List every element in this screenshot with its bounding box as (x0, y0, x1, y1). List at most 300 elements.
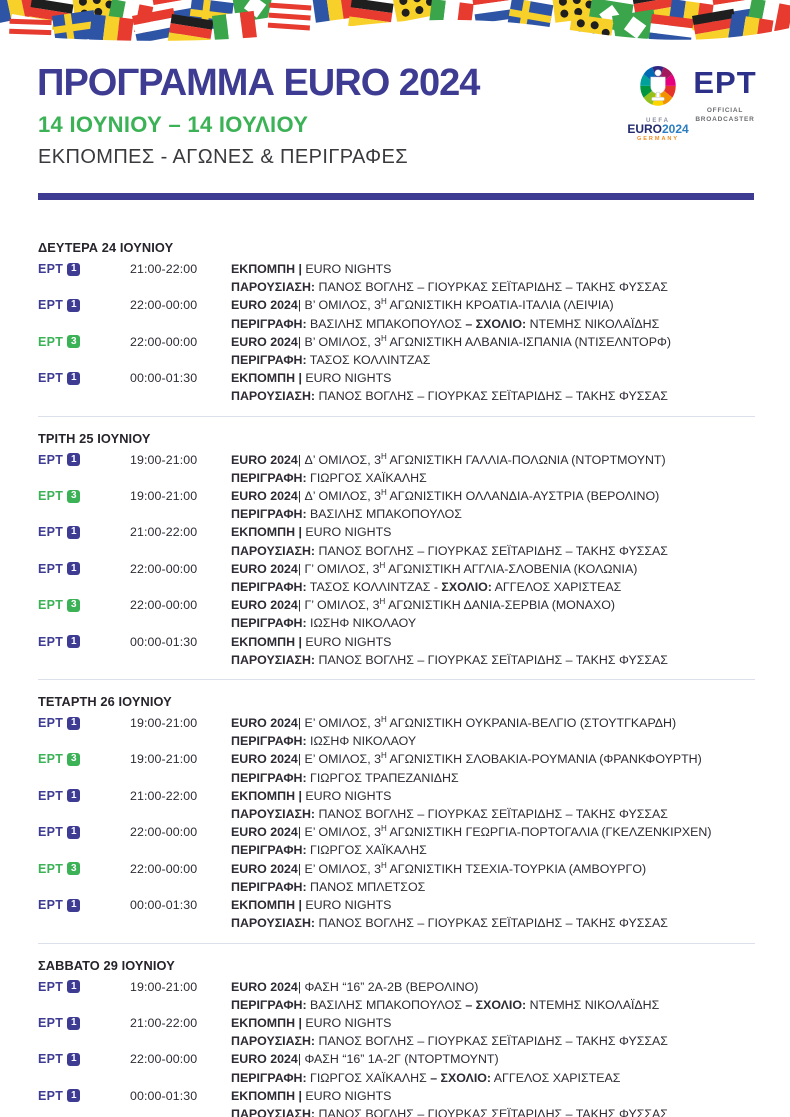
text-segment: ΑΓΩΝΙΣΤΙΚΗ ΤΣΕΧΙΑ-ΤΟΥΡΚΙΑ (ΑΜΒΟΥΡΓΟ) (386, 861, 647, 876)
schedule-row (38, 714, 755, 750)
program-line-1 (231, 787, 755, 805)
time-slot: 22:00-00:00 (130, 334, 198, 349)
page-subtitle: ΕΚΠΟΜΠΕΣ - ΑΓΩΝΕΣ & ΠΕΡΙΓΡΑΦΕΣ (38, 146, 409, 168)
channel-number-icon: 1 (67, 1053, 80, 1066)
schedule-row (38, 1014, 755, 1050)
time-slot: 22:00-00:00 (130, 861, 198, 876)
schedule-row (38, 978, 755, 1014)
channel-cell (38, 1050, 130, 1086)
channel-brand-label: ΕΡΤ (38, 334, 64, 349)
program-line-2 (231, 841, 755, 859)
channel-number-icon: 3 (67, 599, 80, 612)
program-line-2 (231, 387, 755, 405)
channel-number-icon: 1 (67, 1089, 80, 1102)
text-segment: Η (380, 451, 387, 461)
channel-number-icon: 1 (67, 299, 80, 312)
program-line-2 (231, 1069, 755, 1087)
text-segment: ΕΚΠΟΜΠΗ | (231, 1015, 302, 1030)
channel-number-icon: 1 (67, 980, 80, 993)
channel-number-icon: 3 (67, 335, 80, 348)
program-description (231, 750, 755, 786)
text-segment: ΠΑΡΟΥΣΙΑΣΗ: (231, 916, 316, 931)
channel-badge (38, 260, 80, 278)
program-line-1 (231, 1087, 755, 1105)
program-line-1 (231, 633, 755, 651)
program-description (231, 714, 755, 750)
program-description (231, 896, 755, 932)
day-section (38, 694, 755, 932)
text-segment: ΠΑΝΟΣ ΒΟΓΛΗΣ – ΓΙΟΥΡΚΑΣ ΣΕΪΤΑΡΙΔΗΣ – ΤΑΚΗΣ ΦΥΣΣΑΣ (315, 1106, 668, 1117)
section-divider (38, 943, 755, 944)
channel-cell (38, 714, 130, 750)
text-segment: EURO NIGHTS (301, 634, 392, 649)
text-segment: ΤΑΣΟΣ ΚΟΛΛΙΝΤΖΑΣ - (306, 580, 442, 595)
program-line-2 (231, 996, 755, 1014)
text-segment: ΠΕΡΙΓΡΑΦΗ: (231, 770, 307, 785)
text-segment: ΓΙΩΡΓΟΣ ΧΑΪΚΑΛΗΣ (306, 843, 427, 858)
program-description (231, 260, 755, 296)
text-segment: | Γ’ ΟΜΙΛΟΣ, 3 (297, 561, 380, 576)
ert-wordmark: ΕΡΤ (693, 65, 757, 100)
channel-number-icon: 1 (67, 372, 80, 385)
text-segment: ΠΑΝΟΣ ΒΟΓΛΗΣ – ΓΙΟΥΡΚΑΣ ΣΕΪΤΑΡΙΔΗΣ – ΤΑΚΗΣ ΦΥΣΣΑΣ (315, 807, 668, 822)
text-segment: EURO NIGHTS (301, 371, 392, 386)
text-segment: EURO 2024 (231, 561, 298, 576)
euro-trophy-icon (637, 64, 679, 112)
text-segment: | ΦΑΣΗ “16” 1Α-2Γ (ΝΤΟΡΤΜΟΥΝΤ) (297, 1052, 499, 1067)
text-segment: ΑΓΩΝΙΣΤΙΚΗ ΔΑΝΙΑ-ΣΕΡΒΙΑ (ΜΟΝΑΧΟ) (385, 598, 616, 613)
text-segment: ΑΓΓΕΛΟΣ ΧΑΡΙΣΤΕΑΣ (491, 580, 622, 595)
program-description (231, 560, 755, 596)
program-description (231, 633, 755, 669)
schedule-row (38, 596, 755, 632)
program-line-2 (231, 542, 755, 560)
text-segment: Η (379, 560, 386, 570)
germany-label: GERMANY (636, 136, 680, 142)
day-section (38, 958, 755, 1117)
channel-badge (38, 487, 80, 505)
channel-brand-label: ΕΡΤ (38, 898, 64, 913)
channel-cell (38, 633, 130, 669)
text-segment: | ΦΑΣΗ “16” 2Α-2Β (ΒΕΡΟΛΙΝΟ) (297, 979, 479, 994)
time-slot: 19:00-21:00 (130, 452, 198, 467)
text-segment: EURO NIGHTS (301, 1015, 392, 1030)
text-segment: ΠΕΡΙΓΡΑΦΗ: (231, 507, 307, 522)
program-line-1 (231, 860, 755, 878)
schedule-row (38, 369, 755, 405)
program-line-2 (231, 351, 755, 369)
schedule-row (38, 560, 755, 596)
text-segment: ΓΙΩΡΓΟΣ ΧΑΪΚΑΛΗΣ (306, 470, 427, 485)
day-title: ΤΡΙΤΗ 25 ΙΟΥΝΙΟΥ (38, 430, 151, 446)
text-segment: ΠΑΡΟΥΣΙΑΣΗ: (231, 1034, 316, 1049)
text-segment: Η (380, 297, 387, 307)
text-segment: EURO 2024 (231, 489, 298, 504)
text-segment: ΠΕΡΙΓΡΑΦΗ: (231, 843, 307, 858)
program-line-1 (231, 487, 755, 505)
time-slot: 19:00-21:00 (130, 752, 198, 767)
time-slot: 21:00-22:00 (130, 262, 198, 276)
channel-cell (38, 333, 130, 369)
text-segment: ΒΑΣΙΛΗΣ ΜΠΑΚΟΠΟΥΛΟΣ (306, 507, 462, 522)
program-line-1 (231, 260, 755, 278)
schedule-row (38, 1050, 755, 1086)
text-segment: ΓΙΩΡΓΟΣ ΤΡΑΠΕΖΑΝΙΔΗΣ (306, 770, 459, 785)
program-line-2 (231, 614, 755, 632)
text-segment: ΠΑΝΟΣ ΒΟΓΛΗΣ – ΓΙΟΥΡΚΑΣ ΣΕΪΤΑΡΙΔΗΣ – ΤΑΚΗΣ ΦΥΣΣΑΣ (315, 1034, 668, 1049)
text-segment: EURO 2024 (231, 598, 298, 613)
channel-number-icon: 1 (67, 526, 80, 539)
time-slot: 21:00-22:00 (130, 1015, 198, 1030)
text-segment: ΑΓΩΝΙΣΤΙΚΗ ΟΥΚΡΑΝΙΑ-ΒΕΛΓΙΟ (ΣΤΟΥΤΓΚΑΡΔΗ) (386, 716, 677, 731)
text-segment: EURO NIGHTS (301, 262, 392, 276)
program-line-1 (231, 750, 755, 768)
program-line-2 (231, 315, 755, 333)
text-segment: EURO NIGHTS (301, 788, 392, 803)
text-segment: | Β’ ΟΜΙΛΟΣ, 3 (297, 334, 381, 349)
text-segment: ΒΑΣΙΛΗΣ ΜΠΑΚΟΠΟΥΛΟΣ (306, 997, 466, 1012)
program-description (231, 333, 755, 369)
channel-badge (38, 787, 80, 805)
text-segment: – ΣΧΟΛΙΟ: (430, 1070, 492, 1085)
channel-badge (38, 750, 80, 768)
text-segment: EURO 2024 (231, 752, 298, 767)
time-slot: 22:00-00:00 (130, 561, 198, 576)
text-segment: ΠΕΡΙΓΡΑΦΗ: (231, 879, 307, 894)
time-slot: 00:00-01:30 (130, 1088, 198, 1103)
text-segment: EURO 2024 (231, 979, 298, 994)
channel-badge (38, 523, 80, 541)
text-segment: ΠΑΝΟΣ ΒΟΓΛΗΣ – ΓΙΟΥΡΚΑΣ ΣΕΪΤΑΡΙΔΗΣ – ΤΑΚΗΣ ΦΥΣΣΑΣ (315, 652, 668, 667)
channel-cell (38, 487, 130, 523)
channel-cell (38, 451, 130, 487)
channel-brand-label: ΕΡΤ (38, 525, 64, 540)
channel-badge (38, 714, 80, 732)
day-title: ΣΑΒΒΑΤΟ 29 ΙΟΥΝΙΟΥ (38, 957, 175, 973)
time-slot: 19:00-21:00 (130, 489, 198, 504)
channel-number-icon: 1 (67, 263, 80, 276)
text-segment: | Β’ ΟΜΙΛΟΣ, 3 (297, 298, 381, 313)
channel-brand-label: ΕΡΤ (38, 489, 64, 504)
program-line-1 (231, 451, 755, 469)
text-segment: EURO 2024 (231, 825, 298, 840)
euro-2024-logo (620, 64, 696, 142)
text-segment: ΠΕΡΙΓΡΑΦΗ: (231, 1070, 307, 1085)
time-slot: 22:00-00:00 (130, 1052, 198, 1067)
text-segment: ΠΑΝΟΣ ΒΟΓΛΗΣ – ΓΙΟΥΡΚΑΣ ΣΕΪΤΑΡΙΔΗΣ – ΤΑΚΗΣ ΦΥΣΣΑΣ (315, 916, 668, 931)
text-segment: Η (380, 824, 387, 834)
channel-brand-label: ΕΡΤ (38, 1052, 64, 1067)
program-description (231, 369, 755, 405)
text-segment: EURO NIGHTS (301, 525, 392, 540)
text-segment: ΑΓΩΝΙΣΤΙΚΗ ΑΓΓΛΙΑ-ΣΛΟΒΕΝΙΑ (ΚΟΛΩΝΙΑ) (385, 561, 638, 576)
section-divider (38, 416, 755, 417)
text-segment: ΠΕΡΙΓΡΑΦΗ: (231, 470, 307, 485)
text-segment: ΠΑΝΟΣ ΒΟΓΛΗΣ – ΓΙΟΥΡΚΑΣ ΣΕΪΤΑΡΙΔΗΣ – ΤΑΚΗΣ ΦΥΣΣΑΣ (315, 543, 668, 558)
text-segment: Η (380, 751, 387, 761)
channel-badge (38, 896, 80, 914)
schedule-row (38, 860, 755, 896)
text-segment: ΑΓΩΝΙΣΤΙΚΗ ΟΛΛΑΝΔΙΑ-ΑΥΣΤΡΙΑ (ΒΕΡΟΛΙΝΟ) (386, 489, 660, 504)
text-segment: – ΣΧΟΛΙΟ: (465, 997, 527, 1012)
program-description (231, 823, 755, 859)
text-segment: ΑΓΩΝΙΣΤΙΚΗ ΚΡΟΑΤΙΑ-ΙΤΑΛΙΑ (ΛΕΙΨΙΑ) (386, 298, 614, 313)
channel-brand-label: ΕΡΤ (38, 861, 64, 876)
channel-number-icon: 1 (67, 789, 80, 802)
program-line-2 (231, 769, 755, 787)
schedule-row (38, 487, 755, 523)
flags-banner (0, 0, 790, 46)
text-segment: Η (380, 714, 387, 724)
program-line-2 (231, 578, 755, 596)
text-segment: ΑΓΩΝΙΣΤΙΚΗ ΣΛΟΒΑΚΙΑ-ΡΟΥΜΑΝΙΑ (ΦΡΑΝΚΦΟΥΡΤΗ) (386, 752, 702, 767)
text-segment: ΝΤΕΜΗΣ ΝΙΚΟΛΑΪΔΗΣ (526, 997, 660, 1012)
text-segment: ΙΩΣΗΦ ΝΙΚΟΛΑΟΥ (306, 616, 417, 631)
text-segment: ΕΚΠΟΜΠΗ | (231, 788, 302, 803)
text-segment: ΕΚΠΟΜΠΗ | (231, 898, 302, 913)
text-segment: | Δ’ ΟΜΙΛΟΣ, 3 (297, 452, 381, 467)
channel-badge (38, 633, 80, 651)
channel-cell (38, 787, 130, 823)
channel-badge (38, 296, 80, 314)
time-slot: 00:00-01:30 (130, 898, 198, 913)
channel-brand-label: ΕΡΤ (38, 371, 64, 386)
official-broadcaster-label: OFFICIAL BROADCASTER (695, 107, 755, 123)
time-slot: 21:00-22:00 (130, 525, 198, 540)
channel-brand-label: ΕΡΤ (38, 598, 64, 613)
text-segment: ΠΑΡΟΥΣΙΑΣΗ: (231, 652, 316, 667)
text-segment: EURO 2024 (231, 716, 298, 731)
program-line-1 (231, 523, 755, 541)
text-segment: Η (380, 333, 387, 343)
text-segment: ΑΓΓΕΛΟΣ ΧΑΡΙΣΤΕΑΣ (491, 1070, 621, 1085)
text-segment: Η (379, 597, 386, 607)
text-segment: ΠΕΡΙΓΡΑΦΗ: (231, 316, 307, 331)
channel-brand-label: ΕΡΤ (38, 1088, 64, 1103)
section-divider (38, 679, 755, 680)
schedule-row (38, 823, 755, 859)
channel-brand-label: ΕΡΤ (38, 634, 64, 649)
text-segment: | Γ’ ΟΜΙΛΟΣ, 3 (297, 598, 380, 613)
channel-number-icon: 3 (67, 753, 80, 766)
channel-cell (38, 296, 130, 332)
schedule-row (38, 633, 755, 669)
text-segment: ΕΚΠΟΜΠΗ | (231, 525, 302, 540)
text-segment: ΠΑΝΟΣ ΜΠΛΕΤΣΟΣ (306, 879, 426, 894)
text-segment: ΤΑΣΟΣ ΚΟΛΛΙΝΤΖΑΣ (306, 353, 431, 368)
header-divider-bar (38, 193, 754, 200)
text-segment: ΠΑΡΟΥΣΙΑΣΗ: (231, 543, 316, 558)
program-line-1 (231, 714, 755, 732)
time-slot: 19:00-21:00 (130, 979, 198, 994)
text-segment: ΓΙΩΡΓΟΣ ΧΑΪΚΑΛΗΣ (306, 1070, 431, 1085)
text-segment: ΠΕΡΙΓΡΑΦΗ: (231, 734, 307, 749)
program-line-1 (231, 896, 755, 914)
program-line-2 (231, 914, 755, 932)
program-description (231, 1087, 755, 1117)
program-line-2 (231, 878, 755, 896)
text-segment: ΝΤΕΜΗΣ ΝΙΚΟΛΑΪΔΗΣ (526, 316, 660, 331)
text-segment: ΠΑΝΟΣ ΒΟΓΛΗΣ – ΓΙΟΥΡΚΑΣ ΣΕΪΤΑΡΙΔΗΣ – ΤΑΚΗΣ ΦΥΣΣΑΣ (315, 280, 668, 295)
channel-cell (38, 1014, 130, 1050)
program-description (231, 296, 755, 332)
text-segment: EURO 2024 (231, 861, 298, 876)
channel-number-icon: 1 (67, 826, 80, 839)
channel-brand-label: ΕΡΤ (38, 298, 64, 313)
text-segment: ΣΧΟΛΙΟ: (441, 580, 492, 595)
program-description (231, 1014, 755, 1050)
schedule-row (38, 787, 755, 823)
text-segment: ΠΑΡΟΥΣΙΑΣΗ: (231, 1106, 316, 1117)
program-line-2 (231, 469, 755, 487)
program-description (231, 1050, 755, 1086)
schedule-row (38, 333, 755, 369)
schedule-row (38, 523, 755, 559)
program-description (231, 787, 755, 823)
schedule-row (38, 1087, 755, 1117)
program-line-1 (231, 978, 755, 996)
channel-number-icon: 3 (67, 862, 80, 875)
channel-cell (38, 260, 130, 296)
program-line-1 (231, 560, 755, 578)
channel-brand-label: ΕΡΤ (38, 1015, 64, 1030)
text-segment: EURO NIGHTS (301, 1088, 392, 1103)
day-section (38, 431, 755, 669)
time-slot: 00:00-01:30 (130, 371, 198, 386)
text-segment: ΕΚΠΟΜΠΗ | (231, 634, 302, 649)
text-segment: ΑΓΩΝΙΣΤΙΚΗ ΓΑΛΛΙΑ-ΠΟΛΩΝΙΑ (ΝΤΟΡΤΜΟΥΝΤ) (386, 452, 666, 467)
text-segment: Η (380, 487, 387, 497)
day-title: ΔΕΥΤΕΡΑ 24 ΙΟΥΝΙΟΥ (38, 240, 174, 255)
time-slot: 19:00-21:00 (130, 716, 198, 731)
channel-cell (38, 860, 130, 896)
program-line-2 (231, 651, 755, 669)
text-segment: ΠΑΝΟΣ ΒΟΓΛΗΣ – ΓΙΟΥΡΚΑΣ ΣΕΪΤΑΡΙΔΗΣ – ΤΑΚΗΣ ΦΥΣΣΑΣ (315, 389, 668, 404)
program-description (231, 978, 755, 1014)
day-title: ΤΕΤΑΡΤΗ 26 ΙΟΥΝΙΟΥ (38, 694, 172, 710)
text-segment: ΕΚΠΟΜΠΗ | (231, 371, 302, 386)
program-line-1 (231, 1014, 755, 1032)
channel-badge (38, 369, 80, 387)
channel-badge (38, 1050, 80, 1068)
text-segment: EURO 2024 (231, 1052, 298, 1067)
channel-number-icon: 1 (67, 562, 80, 575)
channel-number-icon: 3 (67, 490, 80, 503)
ert-logo (692, 65, 758, 124)
schedule-row (38, 296, 755, 332)
program-line-1 (231, 823, 755, 841)
channel-brand-label: ΕΡΤ (38, 788, 64, 803)
channel-number-icon: 1 (67, 899, 80, 912)
channel-badge (38, 978, 80, 996)
text-segment: ΒΑΣΙΛΗΣ ΜΠΑΚΟΠΟΥΛΟΣ (306, 316, 466, 331)
channel-cell (38, 369, 130, 405)
schedule-row (38, 896, 755, 932)
channel-brand-label: ΕΡΤ (38, 561, 64, 576)
text-segment: EURO 2024 (231, 452, 298, 467)
text-segment: | Ε’ ΟΜΙΛΟΣ, 3 (297, 825, 381, 840)
program-description (231, 487, 755, 523)
channel-number-icon: 1 (67, 1017, 80, 1030)
program-line-1 (231, 1050, 755, 1068)
channel-number-icon: 1 (67, 453, 80, 466)
program-description (231, 860, 755, 896)
text-segment: – ΣΧΟΛΙΟ: (465, 316, 527, 331)
program-line-2 (231, 1105, 755, 1117)
text-segment: ΠΕΡΙΓΡΑΦΗ: (231, 616, 307, 631)
text-segment: EURO 2024 (231, 298, 298, 313)
schedule-row (38, 750, 755, 786)
channel-badge (38, 596, 80, 614)
program-line-1 (231, 369, 755, 387)
text-segment: Η (380, 860, 387, 870)
schedule-row (38, 260, 755, 296)
program-line-2 (231, 1032, 755, 1050)
uefa-wordmark: UEFA (645, 118, 670, 124)
text-segment: ΑΓΩΝΙΣΤΙΚΗ ΓΕΩΡΓΙΑ-ΠΟΡΤΟΓΑΛΙΑ (ΓΚΕΛΖΕΝΚΙΡΧΕΝ) (386, 825, 712, 840)
program-line-2 (231, 505, 755, 523)
program-line-2 (231, 805, 755, 823)
schedule-row (38, 451, 755, 487)
program-line-1 (231, 296, 755, 314)
date-range: 14 ΙΟΥΝΙΟΥ – 14 ΙΟΥΛΙΟΥ (38, 112, 309, 137)
channel-badge (38, 451, 80, 469)
channel-brand-label: ΕΡΤ (38, 716, 64, 731)
program-line-2 (231, 278, 755, 296)
text-segment: ΠΕΡΙΓΡΑΦΗ: (231, 997, 307, 1012)
time-slot: 22:00-00:00 (130, 598, 198, 613)
program-description (231, 451, 755, 487)
channel-brand-label: ΕΡΤ (38, 452, 64, 467)
channel-badge (38, 823, 80, 841)
time-slot: 21:00-22:00 (130, 788, 198, 803)
euro-2024-wordmark: EURO2024 (627, 122, 689, 136)
time-slot: 00:00-01:30 (130, 634, 198, 649)
day-section (38, 240, 755, 406)
text-segment: ΑΓΩΝΙΣΤΙΚΗ ΑΛΒΑΝΙΑ-ΙΣΠΑΝΙΑ (ΝΤΙΣΕΛΝΤΟΡΦ) (386, 334, 671, 349)
text-segment: | Ε’ ΟΜΙΛΟΣ, 3 (297, 752, 381, 767)
channel-badge (38, 1014, 80, 1032)
program-description (231, 523, 755, 559)
time-slot: 22:00-00:00 (130, 298, 198, 313)
channel-cell (38, 823, 130, 859)
time-slot: 22:00-00:00 (130, 825, 198, 840)
channel-cell (38, 560, 130, 596)
text-segment: ΕΚΠΟΜΠΗ | (231, 1088, 302, 1103)
text-segment: ΕΚΠΟΜΠΗ | (231, 262, 302, 276)
channel-cell (38, 1087, 130, 1117)
channel-brand-label: ΕΡΤ (38, 752, 64, 767)
channel-brand-label: ΕΡΤ (38, 979, 64, 994)
channel-badge (38, 1087, 80, 1105)
text-segment: EURO NIGHTS (301, 898, 392, 913)
program-line-2 (231, 732, 755, 750)
channel-number-icon: 1 (67, 635, 80, 648)
page-title: ΠΡΟΓΡΑΜΜΑ EURO 2024 (37, 62, 480, 104)
channel-badge (38, 333, 80, 351)
channel-cell (38, 523, 130, 559)
schedule-table (38, 240, 755, 1117)
text-segment: EURO 2024 (231, 334, 298, 349)
text-segment: ΠΑΡΟΥΣΙΑΣΗ: (231, 389, 316, 404)
channel-brand-label: ΕΡΤ (38, 262, 64, 276)
channel-cell (38, 978, 130, 1014)
text-segment: | Ε’ ΟΜΙΛΟΣ, 3 (297, 716, 381, 731)
channel-badge (38, 860, 80, 878)
channel-brand-label: ΕΡΤ (38, 825, 64, 840)
channel-badge (38, 560, 80, 578)
channel-cell (38, 896, 130, 932)
